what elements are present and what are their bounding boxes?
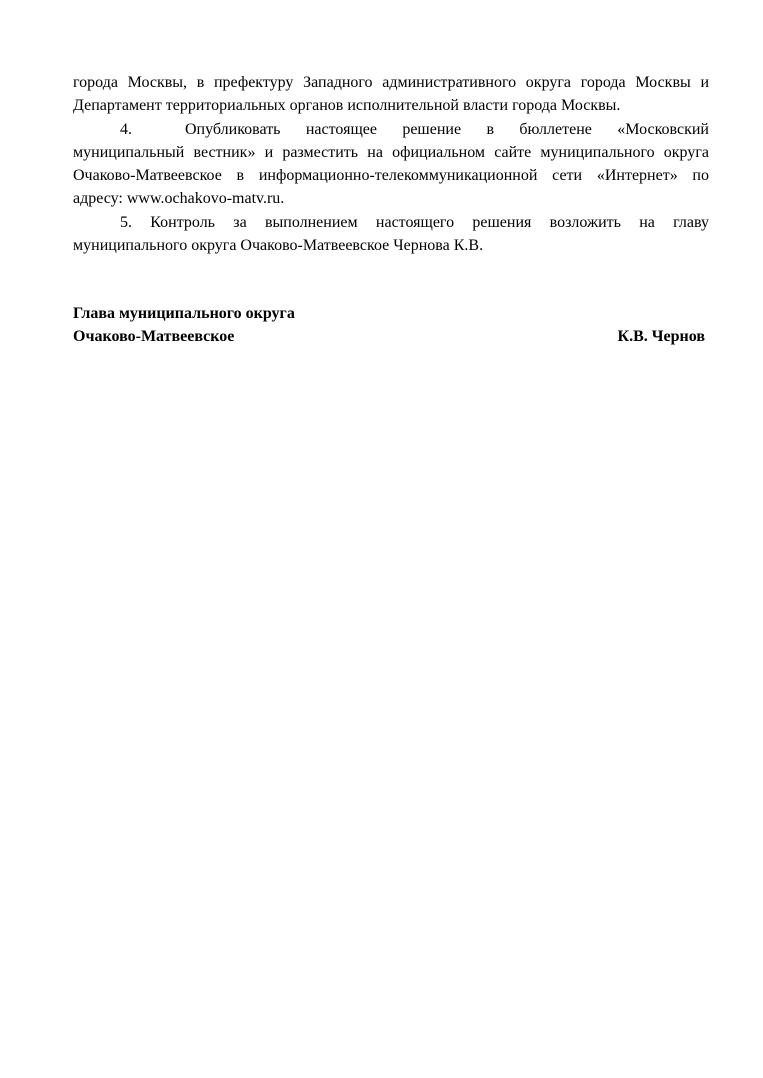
- paragraph-continuation: города Москвы, в префектуру Западного административного округа города Москвы и Департамент территориальных органов исполнительной власти города Москвы.: [73, 74, 709, 115]
- paragraph-item-5: 5. Контроль за выполнением настоящего решения возложить на главу муниципального округа Очаково-Матвеевское Чернова К.В.: [73, 213, 709, 255]
- paragraph-item-4: [73, 118, 709, 211]
- signature-title-line-1: Глава муниципального округа: [73, 305, 295, 322]
- document-body: [73, 71, 709, 257]
- signature-row: [73, 325, 709, 348]
- signature-block: [73, 302, 709, 348]
- signature-name: К.В. Чернов: [617, 328, 705, 345]
- item-4-text: Опубликовать настоящее решение в бюллетене «Московский муниципальный вестник» и разместить на официальном сайте муниципального округа Очаково-Матвеевское в информационно-телекоммуникационной сети «Интернет» по адресу: www.ochakovo-matv.ru.: [73, 120, 709, 208]
- item-4-number: 4.: [120, 120, 132, 138]
- signature-title-line-2: Очаково-Матвеевское: [73, 328, 235, 345]
